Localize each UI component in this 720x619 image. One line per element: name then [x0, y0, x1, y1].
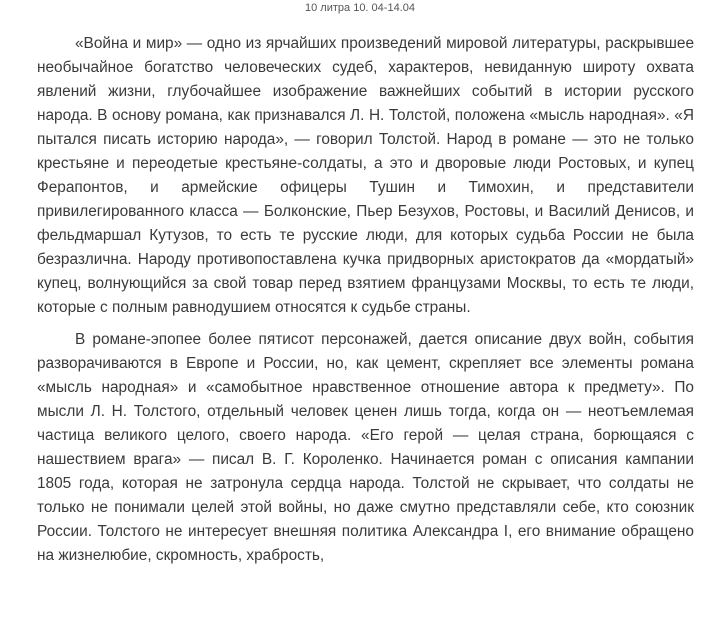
- paragraph-1: «Война и мир» — одно из ярчайших произведений мировой литературы, раскрывшее необычайное богатство человеческих судеб, характеров, невиданную широту охвата явлений жизни, глубочайшее изображение важнейших событий в истории русского народа. В основу романа, как признавался Л. Н. Толстой, положена «мысль народная». «Я пытался писать историю народа», — говорил Толстой. Народ в романе — это не только крестьяне и переодетые крестьяне-солдаты, а это и дворовые люди Ростовых, и купец Ферапонтов, и армейские офицеры Тушин и Тимохин, и представители привилегированного класса — Болконские, Пьер Безухов, Ростовы, и Василий Денисов, и фельдмаршал Кутузов, то есть те русские люди, для которых судьба России не была безразлична. Народу противопоставлена кучка придворных аристократов да «мордатый» купец, волнующийся за свой товар перед взятием французами Москвы, то есть те люди, которые с полным равнодушием относятся к судьбе страны.: [37, 35, 694, 316]
- page-header: 10 литра 10. 04-14.04: [305, 2, 415, 14]
- paragraph-2: В романе-эпопее более пятисот персонажей, дается описание двух войн, события разворачиваются в Европе и России, но, как цемент, скрепляет все элементы романа «мысль народная» и «самобытное нравственное отношение автора к предмету». По мысли Л. Н. Толстого, отдельный человек ценен лишь тогда, когда он — неотъемлемая частица великого целого, своего народа. «Его герой — целая страна, борющаяся с нашествием врага» — писал В. Г. Короленко. Начинается роман с описания кампании 1805 года, которая не затронула сердца народа. Толстой не скрывает, что солдаты не только не понимали целей этой войны, но даже смутно представляли себе, кто союзник России. Толстого не интересует внешняя политика Александра I, его внимание обращено на жизнелюбие, скромность, храбрость,: [37, 331, 694, 564]
- article-body: [37, 32, 694, 576]
